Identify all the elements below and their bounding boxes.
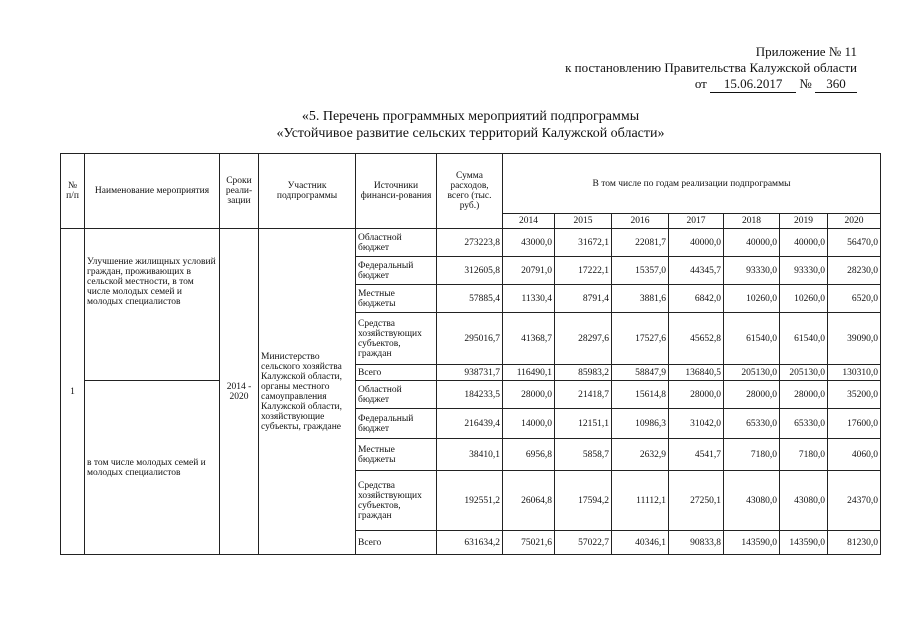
source-cell: Средства хозяйствующих субъектов, граждан [356,313,437,365]
col-header-years: В том числе по годам реализации подпрограммы [503,154,881,214]
year-value-cell: 39090,0 [828,313,881,365]
year-value-cell: 7180,0 [724,439,780,471]
source-cell: Всего [356,365,437,381]
year-value-cell: 28297,6 [555,313,612,365]
total-cell: 192551,2 [437,471,503,531]
year-value-cell: 31672,1 [555,229,612,257]
source-cell: Федеральный бюджет [356,257,437,285]
participant-cell: Министерство сельского хозяйства Калужской области, органы местного самоуправления Калужской области, хозяйствующие субъекты, граждане [259,229,356,555]
year-value-cell: 7180,0 [780,439,828,471]
year-value-cell: 40346,1 [612,531,669,555]
total-cell: 273223,8 [437,229,503,257]
year-value-cell: 65330,0 [724,409,780,439]
year-value-cell: 75021,6 [503,531,555,555]
decree-date: 15.06.2017 [710,76,796,93]
year-value-cell: 40000,0 [724,229,780,257]
col-header-num: № п/п [61,154,85,229]
year-value-cell: 10260,0 [780,285,828,313]
activity-name: Улучшение жилищных условий граждан, проживающих в сельской местности, в том числе молодых семей и молодых специалистов [85,229,220,381]
year-value-cell: 15357,0 [612,257,669,285]
decree-date-number [695,76,857,93]
year-value-cell: 6842,0 [669,285,724,313]
year-header: 2015 [555,214,612,229]
total-cell: 312605,8 [437,257,503,285]
total-cell: 184233,5 [437,381,503,409]
year-value-cell: 28230,0 [828,257,881,285]
source-cell: Областной бюджет [356,229,437,257]
year-header: 2019 [780,214,828,229]
year-value-cell: 205130,0 [724,365,780,381]
year-value-cell: 21418,7 [555,381,612,409]
year-value-cell: 6956,8 [503,439,555,471]
year-value-cell: 43080,0 [724,471,780,531]
year-value-cell: 10986,3 [612,409,669,439]
number-label: № [799,76,812,91]
table-row [61,381,881,409]
year-value-cell: 40000,0 [780,229,828,257]
year-value-cell: 43080,0 [780,471,828,531]
year-value-cell: 205130,0 [780,365,828,381]
source-cell: Средства хозяйствующих субъектов, граждан [356,471,437,531]
col-header-participant: Участник подпрограммы [259,154,356,229]
col-header-name: Наименование мероприятия [85,154,220,229]
year-value-cell: 4060,0 [828,439,881,471]
from-label: от [694,76,707,91]
year-value-cell: 26064,8 [503,471,555,531]
period-cell: 2014 - 2020 [220,229,259,555]
year-value-cell: 28000,0 [669,381,724,409]
year-value-cell: 81230,0 [828,531,881,555]
year-value-cell: 93330,0 [780,257,828,285]
year-value-cell: 24370,0 [828,471,881,531]
source-cell: Местные бюджеты [356,285,437,313]
total-cell: 38410,1 [437,439,503,471]
year-value-cell: 130310,0 [828,365,881,381]
activity-name: в том числе молодых семей и молодых специалистов [85,381,220,555]
total-cell: 216439,4 [437,409,503,439]
year-value-cell: 17222,1 [555,257,612,285]
source-cell: Местные бюджеты [356,439,437,471]
year-value-cell: 45652,8 [669,313,724,365]
source-cell: Всего [356,531,437,555]
year-value-cell: 20791,0 [503,257,555,285]
year-value-cell: 40000,0 [669,229,724,257]
year-value-cell: 61540,0 [724,313,780,365]
year-value-cell: 58847,9 [612,365,669,381]
year-value-cell: 65330,0 [780,409,828,439]
year-value-cell: 4541,7 [669,439,724,471]
source-cell: Областной бюджет [356,381,437,409]
year-value-cell: 136840,5 [669,365,724,381]
appendix-label: Приложение № 11 [755,44,857,59]
year-value-cell: 41368,7 [503,313,555,365]
year-value-cell: 93330,0 [724,257,780,285]
table-row [61,229,881,257]
year-value-cell: 14000,0 [503,409,555,439]
year-header: 2018 [724,214,780,229]
year-value-cell: 17600,0 [828,409,881,439]
year-value-cell: 15614,8 [612,381,669,409]
year-header: 2016 [612,214,669,229]
year-value-cell: 43000,0 [503,229,555,257]
row-number: 1 [61,229,85,555]
header-row [61,154,881,214]
col-header-period: Сроки реали-зации [220,154,259,229]
year-value-cell: 28000,0 [780,381,828,409]
total-cell: 57885,4 [437,285,503,313]
year-value-cell: 116490,1 [503,365,555,381]
year-value-cell: 22081,7 [612,229,669,257]
year-value-cell: 90833,8 [669,531,724,555]
document-title-line1: «5. Перечень программных мероприятий подпрограммы [301,109,640,124]
year-value-cell: 31042,0 [669,409,724,439]
col-header-total: Сумма расходов, всего (тыс. руб.) [437,154,503,229]
year-value-cell: 2632,9 [612,439,669,471]
year-value-cell: 35200,0 [828,381,881,409]
year-value-cell: 5858,7 [555,439,612,471]
year-header: 2014 [503,214,555,229]
year-value-cell: 10260,0 [724,285,780,313]
year-value-cell: 27250,1 [669,471,724,531]
activities-table [60,153,881,555]
year-value-cell: 17527,6 [612,313,669,365]
year-value-cell: 85983,2 [555,365,612,381]
year-value-cell: 28000,0 [724,381,780,409]
year-value-cell: 57022,7 [555,531,612,555]
year-value-cell: 8791,4 [555,285,612,313]
total-cell: 295016,7 [437,313,503,365]
year-value-cell: 28000,0 [503,381,555,409]
year-value-cell: 44345,7 [669,257,724,285]
year-value-cell: 3881,6 [612,285,669,313]
year-value-cell: 11330,4 [503,285,555,313]
total-cell: 938731,7 [437,365,503,381]
year-header: 2017 [669,214,724,229]
col-header-sources: Источники финанси-рования [356,154,437,229]
year-value-cell: 143590,0 [724,531,780,555]
year-value-cell: 11112,1 [612,471,669,531]
document-title-line2: «Устойчивое развитие сельских территорий Калужской области» [276,126,665,141]
year-header: 2020 [828,214,881,229]
decree-number: 360 [815,76,857,93]
year-value-cell: 61540,0 [780,313,828,365]
year-value-cell: 6520,0 [828,285,881,313]
year-value-cell: 143590,0 [780,531,828,555]
year-value-cell: 17594,2 [555,471,612,531]
year-value-cell: 56470,0 [828,229,881,257]
decree-reference: к постановлению Правительства Калужской области [565,60,857,75]
year-value-cell: 12151,1 [555,409,612,439]
source-cell: Федеральный бюджет [356,409,437,439]
total-cell: 631634,2 [437,531,503,555]
